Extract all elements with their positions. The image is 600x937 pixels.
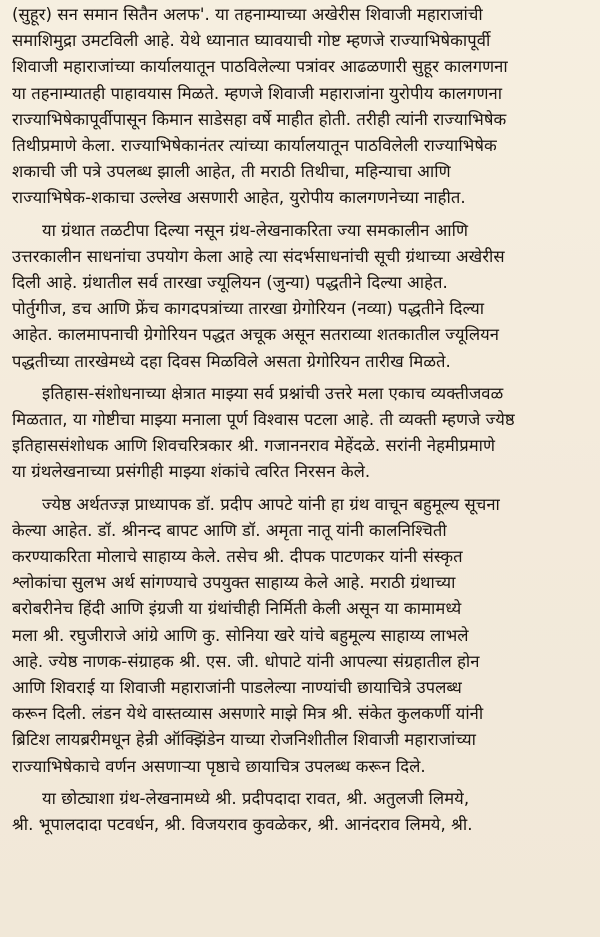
text-line: बरोबरीनेच हिंदी आणि इंग्रजी या ग्रंथांचीही निर्मिती केली असून या कामामध्ये (12, 599, 462, 619)
text-line: समाशिमुद्रा उमटविली आहे. येथे ध्यानात घ्यावयाची गोष्ट म्हणजे राज्याभिषेकापूर्वी (12, 31, 491, 51)
text-line: इतिहाससंशोधक आणि शिवचरित्रकार श्री. गजाननराव मेहेंदळे. सरांनी नेहमीप्रमाणे (12, 436, 496, 456)
text-line: या ग्रंथलेखनाच्या प्रसंगीही माझ्या शंकांचे त्वरित निरसन केले. (12, 462, 371, 482)
text-line: राज्याभिषेकाचे वर्णन असणाऱ्या पृष्ठाचे छायाचित्र उपलब्ध करून दिले. (12, 756, 426, 776)
text-line: उत्तरकालीन साधनांचा उपयोग केला आहे त्या संदर्भसाधनांची सूची ग्रंथाच्या अखेरीस (12, 246, 505, 266)
text-line: राज्याभिषेक-शकाचा उल्लेख असणारी आहेत, युरोपीय कालगणनेच्या नाहीत. (12, 188, 466, 208)
text-line: दिली आहे. ग्रंथातील सर्व तारखा ज्यूलियन (जुन्या) पद्धतीने दिल्या आहेत. (12, 273, 448, 293)
paragraph-2 (12, 218, 590, 375)
text-line: तिथीप्रमाणे केला. राज्याभिषेकानंतर त्यांच्या कार्यालयातून पाठविलेली राज्याभिषेक (12, 136, 497, 156)
text-line: पोर्तुगीज, डच आणि फ्रेंच कागदपत्रांच्या तारखा ग्रेगोरियन (नव्या) पद्धतीने दिल्या (12, 299, 485, 319)
text-line: ब्रिटिश लायब्ररीमधून हेन्री ऑक्झिंडेन याच्या रोजनिशीतील शिवाजी महाराजांच्या (12, 730, 476, 750)
paragraph-5 (12, 786, 590, 838)
paragraph-1 (12, 0, 590, 212)
text-line: मिळतात, या गोष्टीचा माझ्या मनाला पूर्ण विश्वास पटला आहे. ती व्यक्ती म्हणजे ज्येष्ठ (12, 410, 515, 430)
paragraph-3 (12, 381, 590, 486)
text-line: केल्या आहेत. डॉ. श्रीनन्द बापट आणि डॉ. अमृता नातू यांनी कालनिश्चिती (12, 520, 447, 540)
text-line: इतिहास-संशोधनाच्या क्षेत्रात माझ्या सर्व प्रश्नांची उत्तरे मला एकाच व्यक्तीजवळ (42, 383, 504, 403)
text-line: या छोट्याशा ग्रंथ-लेखनामध्ये श्री. प्रदीपदादा रावत, श्री. अतुलजी लिमये, (42, 788, 470, 808)
text-line: शिवाजी महाराजांच्या कार्यालयातून पाठविलेल्या पत्रांवर आढळणारी सुहूर कालगणना (12, 57, 508, 77)
text-line: करण्याकरिता मोलाचे साहाय्य केले. तसेच श्री. दीपक पाटणकर यांनी संस्कृत (12, 547, 463, 567)
text-line: या तहनाम्यातही पाहावयास मिळते. म्हणजे शिवाजी महाराजांना युरोपीय कालगणना (12, 83, 503, 103)
text-line: राज्याभिषेकापूर्वीपासून किमान साडेसहा वर्षे माहीत होती. तरीही त्यांनी राज्याभिषेक (12, 109, 507, 129)
paragraph-4 (12, 492, 590, 780)
text-line: (सुहूर) सन समान सितैन अलफ'. या तहनाम्याच्या अखेरीस शिवाजी महाराजांची (12, 5, 483, 24)
text-line: मला श्री. रघुजीराजे आंग्रे आणि कु. सोनिया खरे यांचे बहुमूल्य साहाय्य लाभले (12, 625, 469, 645)
text-line: पद्धतीच्या तारखेमध्ये दहा दिवस मिळविले असता ग्रेगोरियन तारीख मिळते. (12, 351, 451, 371)
text-line: श्री. भूपालदादा पटवर्धन, श्री. विजयराव कुवळेकर, श्री. आनंदराव लिमये, श्री. (12, 815, 473, 835)
text-line: करून दिली. लंडन येथे वास्तव्यास असणारे माझे मित्र श्री. संकेत कुलकर्णी यांनी (12, 704, 484, 724)
text-line: श्लोकांचा सुलभ अर्थ सांगण्याचे उपयुक्त साहाय्य केले आहे. मराठी ग्रंथाच्या (12, 573, 456, 593)
text-line: शकाची जी पत्रे उपलब्ध झाली आहेत, ती मराठी तिथीचा, महिन्याचा आणि (12, 162, 451, 182)
text-line: ज्येष्ठ अर्थतज्ज्ञ प्राध्यापक डॉ. प्रदीप आपटे यांनी हा ग्रंथ वाचून बहुमूल्य सूचना (42, 494, 500, 514)
text-line: आहेत. कालमापनाची ग्रेगोरियन पद्धत अचूक असून सतराव्या शतकातील ज्यूलियन (12, 325, 500, 345)
text-line: या ग्रंथात तळटीपा दिल्या नसून ग्रंथ-लेखनाकरिता ज्या समकालीन आणि (42, 220, 469, 240)
text-line: आहे. ज्येष्ठ नाणक-संग्राहक श्री. एस. जी. धोपाटे यांनी आपल्या संग्रहातील होन (12, 651, 480, 671)
text-line: आणि शिवराई या शिवाजी महाराजांनी पाडलेल्या नाण्यांची छायाचित्रे उपलब्ध (12, 678, 462, 698)
